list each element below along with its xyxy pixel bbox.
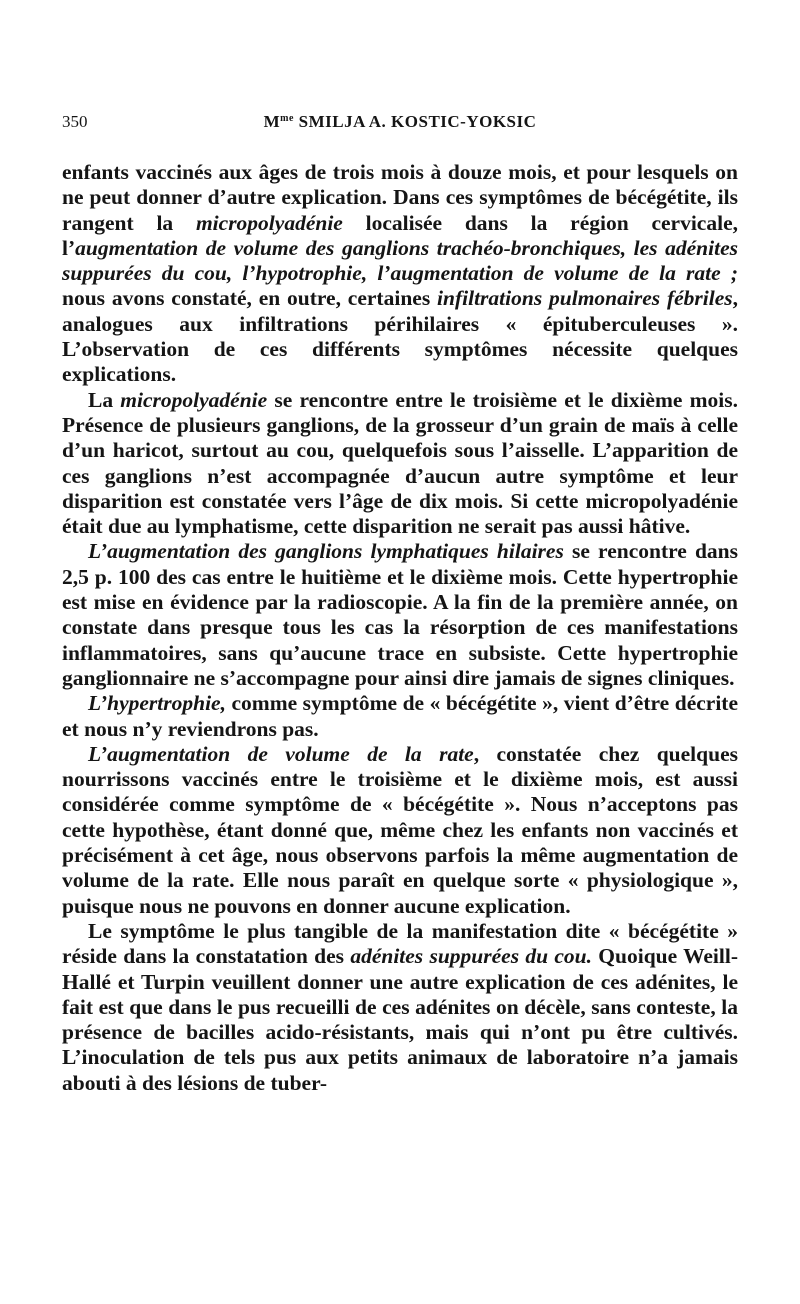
- page-header: [62, 112, 738, 142]
- italic-text: adénites suppurées du cou.: [350, 944, 592, 969]
- italic-text: augmentation de volume des ganglions trachéo-bronchiques, les adénites suppurées du cou, l’hypotrophie, l’augmentation de volume de la rate ;: [62, 235, 738, 286]
- text-run: , constatée chez quelques nourrissons vaccinés entre le troisième et le dixième mois, est aussi considérée comme symptôme de « bécégétite ». Nous n’acceptons pas cette hypothèse, étant donné que, même chez les enfants non vaccinés et précisément à cet âge, nous observons parfois la même augmentation de volume de la rate. Elle nous paraît en quelque sorte « physiologique », puisque nous ne pouvons en donner aucune explication.: [62, 741, 738, 918]
- paragraph: [62, 388, 738, 540]
- italic-text: infiltrations pulmonaires fébriles: [437, 286, 733, 311]
- body-text: [62, 160, 738, 1096]
- author-prefix: M: [263, 112, 281, 131]
- italic-text: micropolyadénie: [120, 387, 268, 412]
- text-run: La: [88, 387, 121, 412]
- text-run: se rencontre dans 2,5 p. 100 des cas entre le huitième et le dixième mois. Cette hypertrophie est mise en évidence par la radioscopie. A la fin de la première année, on constate dans presque tous les cas la résorption de ces manifestations inflammatoires, sans qu’aucune trace en subsiste. Cette hypertrophie ganglionnaire ne s’accompagne pour ainsi dire jamais de signes cliniques.: [62, 539, 739, 690]
- paragraph: [62, 539, 738, 691]
- author-name: SMILJA A. KOSTIC-YOKSIC: [298, 112, 537, 131]
- text-run: Quoique Weill-Hallé et Turpin veuillent donner une autre explication de ces adénites, le fait est que dans le pus recueilli de ces adénites on décèle, sans conteste, la présence de bacilles acido-résistants, mais qui n’ont pu être cultivés. L’inoculation de tels pus aux petits animaux de laboratoire n’a jamais abouti à des lésions de tuber-: [62, 944, 738, 1095]
- text-run: enfants vaccinés aux âges de trois mois à douze mois, et pour lesquels on ne peut donner d’autre explication. Dans ces symptômes de bécégétite, ils rangent la: [62, 160, 738, 235]
- paragraph: [62, 919, 738, 1096]
- paragraph: [62, 742, 738, 919]
- author-prefix-sup: me: [280, 113, 294, 124]
- running-head: [62, 112, 738, 132]
- paragraph: [62, 160, 738, 388]
- italic-text: L’augmentation des ganglions lymphatiques hilaires: [88, 539, 564, 564]
- italic-text: micropolyadénie: [195, 210, 343, 235]
- text-run: comme symptôme de « bécégétite », vient d’être décrite et nous n’y reviendrons pas.: [62, 691, 738, 741]
- page-number: 350: [62, 112, 88, 131]
- italic-text: L’augmentation de volume de la rate: [88, 741, 474, 766]
- text-run: , analogues aux infiltrations périhilaires « épituberculeuses ». L’observation de ces différents symptômes nécessite quelques explications.: [62, 286, 739, 387]
- text-run: se rencontre entre le troisième et le dixième mois. Présence de plusieurs ganglions, de la grosseur d’un grain de maïs à celle d’un haricot, surtout au cou, quelquefois sous l’aisselle. L’apparition de ces ganglions n’est accompagnée d’aucun autre symptôme et leur disparition est constatée vers l’âge de dix mois. Si cette micropolyadénie était due au lymphatisme, cette disparition ne serait pas aussi hâtive.: [62, 387, 738, 539]
- paragraph: [62, 691, 738, 742]
- text-run: Le symptôme le plus tangible de la manifestation dite « bécégétite » réside dans la constatation des: [62, 918, 738, 969]
- book-page: [62, 112, 738, 1096]
- italic-text: L’hypertrophie,: [88, 691, 226, 716]
- text-run: nous avons constaté, en outre, certaines: [62, 286, 438, 311]
- text-run: localisée dans la région cervicale, l’: [62, 210, 738, 260]
